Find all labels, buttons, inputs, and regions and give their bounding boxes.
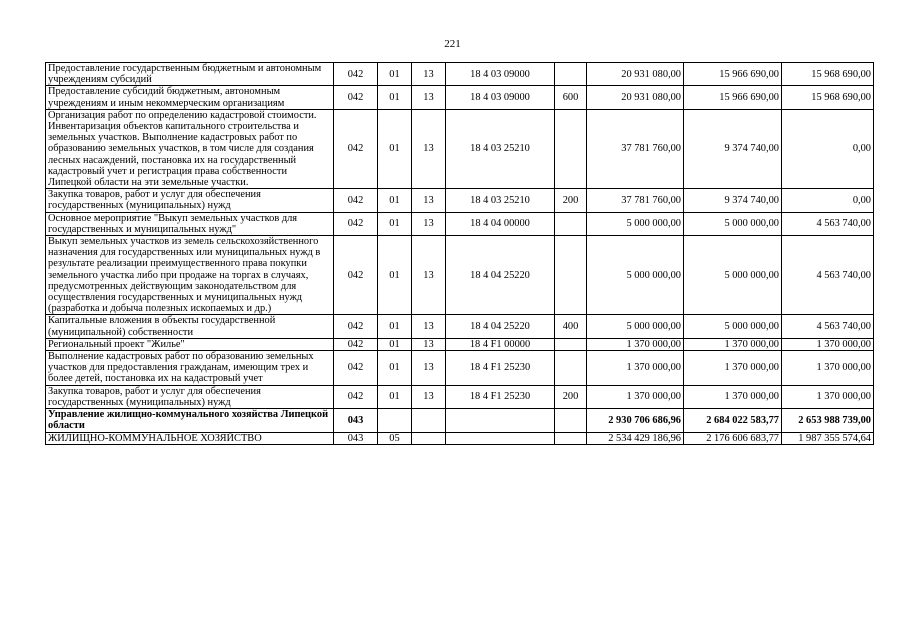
amount-year-2-cell: 5 000 000,00 [684, 212, 782, 235]
row-name-cell: Выполнение кадастровых работ по образованию земельных участков для предоставления гражданам, имеющим трех и более детей, постановка их на кадастровый учет [46, 351, 334, 386]
target-article-cell [446, 432, 555, 444]
section-code-cell: 01 [378, 315, 412, 338]
amount-year-1-cell: 5 000 000,00 [587, 315, 684, 338]
ministry-code-cell: 042 [334, 189, 378, 212]
amount-year-3-cell: 2 653 988 739,00 [782, 409, 874, 432]
target-article-cell: 18 4 03 09000 [446, 63, 555, 86]
amount-year-3-cell: 4 563 740,00 [782, 315, 874, 338]
target-article-cell: 18 4 04 25220 [446, 236, 555, 315]
target-article-cell: 18 4 04 25220 [446, 315, 555, 338]
table-row [46, 432, 874, 444]
amount-year-2-cell: 15 966 690,00 [684, 86, 782, 109]
amount-year-2-cell: 1 370 000,00 [684, 351, 782, 386]
amount-year-2-cell: 1 370 000,00 [684, 338, 782, 350]
row-name-cell: Закупка товаров, работ и услуг для обеспечения государственных (муниципальных) нужд [46, 385, 334, 408]
amount-year-2-cell: 2 684 022 583,77 [684, 409, 782, 432]
expense-type-cell: 200 [555, 385, 587, 408]
amount-year-3-cell: 1 987 355 574,64 [782, 432, 874, 444]
amount-year-3-cell: 1 370 000,00 [782, 351, 874, 386]
amount-year-3-cell: 0,00 [782, 109, 874, 188]
section-code-cell: 01 [378, 338, 412, 350]
amount-year-1-cell: 1 370 000,00 [587, 338, 684, 350]
expense-type-cell [555, 109, 587, 188]
expense-type-cell [555, 432, 587, 444]
budget-table [45, 62, 874, 445]
ministry-code-cell: 043 [334, 409, 378, 432]
table-row [46, 109, 874, 188]
target-article-cell [446, 409, 555, 432]
section-code-cell: 01 [378, 63, 412, 86]
section-code-cell: 01 [378, 109, 412, 188]
table-row [46, 409, 874, 432]
amount-year-3-cell: 15 968 690,00 [782, 86, 874, 109]
ministry-code-cell: 042 [334, 86, 378, 109]
amount-year-2-cell: 9 374 740,00 [684, 109, 782, 188]
amount-year-1-cell: 37 781 760,00 [587, 189, 684, 212]
row-name-cell: Выкуп земельных участков из земель сельскохозяйственного назначения для государственных или муниципальных нужд в результате реализации преимущественного права покупки земельного участка либо при продаже на торгах в случаях, предусмотренных действующим законодательством для осуществления государственных и муниципальных нужд (разработка и добыча полезных ископаемых и др.) [46, 236, 334, 315]
target-article-cell: 18 4 03 25210 [446, 189, 555, 212]
amount-year-1-cell: 37 781 760,00 [587, 109, 684, 188]
target-article-cell: 18 4 F1 00000 [446, 338, 555, 350]
ministry-code-cell: 043 [334, 432, 378, 444]
row-name-cell: Предоставление государственным бюджетным и автономным учреждениям субсидий [46, 63, 334, 86]
table-row [46, 338, 874, 350]
row-name-cell: Управление жилищно-коммунального хозяйства Липецкой области [46, 409, 334, 432]
table-row [46, 385, 874, 408]
page-number: 221 [444, 38, 461, 50]
subsection-code-cell [412, 409, 446, 432]
amount-year-1-cell: 2 930 706 686,96 [587, 409, 684, 432]
expense-type-cell [555, 338, 587, 350]
expense-type-cell [555, 409, 587, 432]
target-article-cell: 18 4 F1 25230 [446, 385, 555, 408]
subsection-code-cell [412, 432, 446, 444]
subsection-code-cell: 13 [412, 315, 446, 338]
section-code-cell: 01 [378, 189, 412, 212]
expense-type-cell [555, 351, 587, 386]
expense-type-cell: 400 [555, 315, 587, 338]
ministry-code-cell: 042 [334, 109, 378, 188]
row-name-cell: Организация работ по определению кадастровой стоимости. Инвентаризация объектов капитального строительства и земельных участков. Выполнение кадастровых работ по образованию земельных участков, в том числе для создания лесных насаждений, постановка их на государственный кадастровый учет и регистрация права собственности Липецкой области на эти земельные участки. [46, 109, 334, 188]
section-code-cell [378, 409, 412, 432]
table-row [46, 86, 874, 109]
amount-year-1-cell: 1 370 000,00 [587, 385, 684, 408]
section-code-cell: 01 [378, 236, 412, 315]
amount-year-3-cell: 4 563 740,00 [782, 236, 874, 315]
subsection-code-cell: 13 [412, 189, 446, 212]
expense-type-cell [555, 236, 587, 315]
ministry-code-cell: 042 [334, 212, 378, 235]
table-row [46, 236, 874, 315]
ministry-code-cell: 042 [334, 338, 378, 350]
amount-year-3-cell: 4 563 740,00 [782, 212, 874, 235]
subsection-code-cell: 13 [412, 86, 446, 109]
ministry-code-cell: 042 [334, 236, 378, 315]
amount-year-1-cell: 20 931 080,00 [587, 86, 684, 109]
section-code-cell: 05 [378, 432, 412, 444]
subsection-code-cell: 13 [412, 63, 446, 86]
row-name-cell: Капитальные вложения в объекты государственной (муниципальной) собственности [46, 315, 334, 338]
amount-year-3-cell: 1 370 000,00 [782, 385, 874, 408]
expense-type-cell [555, 212, 587, 235]
amount-year-2-cell: 1 370 000,00 [684, 385, 782, 408]
expense-type-cell: 200 [555, 189, 587, 212]
amount-year-2-cell: 5 000 000,00 [684, 315, 782, 338]
row-name-cell: Основное мероприятие "Выкуп земельных участков для государственных и муниципальных нужд" [46, 212, 334, 235]
expense-type-cell [555, 63, 587, 86]
target-article-cell: 18 4 04 00000 [446, 212, 555, 235]
target-article-cell: 18 4 03 25210 [446, 109, 555, 188]
subsection-code-cell: 13 [412, 338, 446, 350]
target-article-cell: 18 4 F1 25230 [446, 351, 555, 386]
section-code-cell: 01 [378, 212, 412, 235]
amount-year-2-cell: 15 966 690,00 [684, 63, 782, 86]
row-name-cell: ЖИЛИЩНО-КОММУНАЛЬНОЕ ХОЗЯЙСТВО [46, 432, 334, 444]
section-code-cell: 01 [378, 385, 412, 408]
amount-year-1-cell: 5 000 000,00 [587, 236, 684, 315]
section-code-cell: 01 [378, 351, 412, 386]
amount-year-1-cell: 5 000 000,00 [587, 212, 684, 235]
expense-type-cell: 600 [555, 86, 587, 109]
subsection-code-cell: 13 [412, 212, 446, 235]
amount-year-2-cell: 9 374 740,00 [684, 189, 782, 212]
amount-year-2-cell: 5 000 000,00 [684, 236, 782, 315]
table-row [46, 189, 874, 212]
amount-year-1-cell: 20 931 080,00 [587, 63, 684, 86]
table-row [46, 212, 874, 235]
subsection-code-cell: 13 [412, 351, 446, 386]
ministry-code-cell: 042 [334, 385, 378, 408]
subsection-code-cell: 13 [412, 109, 446, 188]
row-name-cell: Закупка товаров, работ и услуг для обеспечения государственных (муниципальных) нужд [46, 189, 334, 212]
table-row [46, 351, 874, 386]
subsection-code-cell: 13 [412, 385, 446, 408]
ministry-code-cell: 042 [334, 315, 378, 338]
amount-year-1-cell: 1 370 000,00 [587, 351, 684, 386]
table-row [46, 315, 874, 338]
amount-year-3-cell: 15 968 690,00 [782, 63, 874, 86]
row-name-cell: Предоставление субсидий бюджетным, автономным учреждениям и иным некоммерческим организациям [46, 86, 334, 109]
amount-year-3-cell: 0,00 [782, 189, 874, 212]
subsection-code-cell: 13 [412, 236, 446, 315]
amount-year-1-cell: 2 534 429 186,96 [587, 432, 684, 444]
target-article-cell: 18 4 03 09000 [446, 86, 555, 109]
table-row [46, 63, 874, 86]
section-code-cell: 01 [378, 86, 412, 109]
row-name-cell: Региональный проект "Жилье" [46, 338, 334, 350]
amount-year-2-cell: 2 176 606 683,77 [684, 432, 782, 444]
ministry-code-cell: 042 [334, 63, 378, 86]
amount-year-3-cell: 1 370 000,00 [782, 338, 874, 350]
ministry-code-cell: 042 [334, 351, 378, 386]
